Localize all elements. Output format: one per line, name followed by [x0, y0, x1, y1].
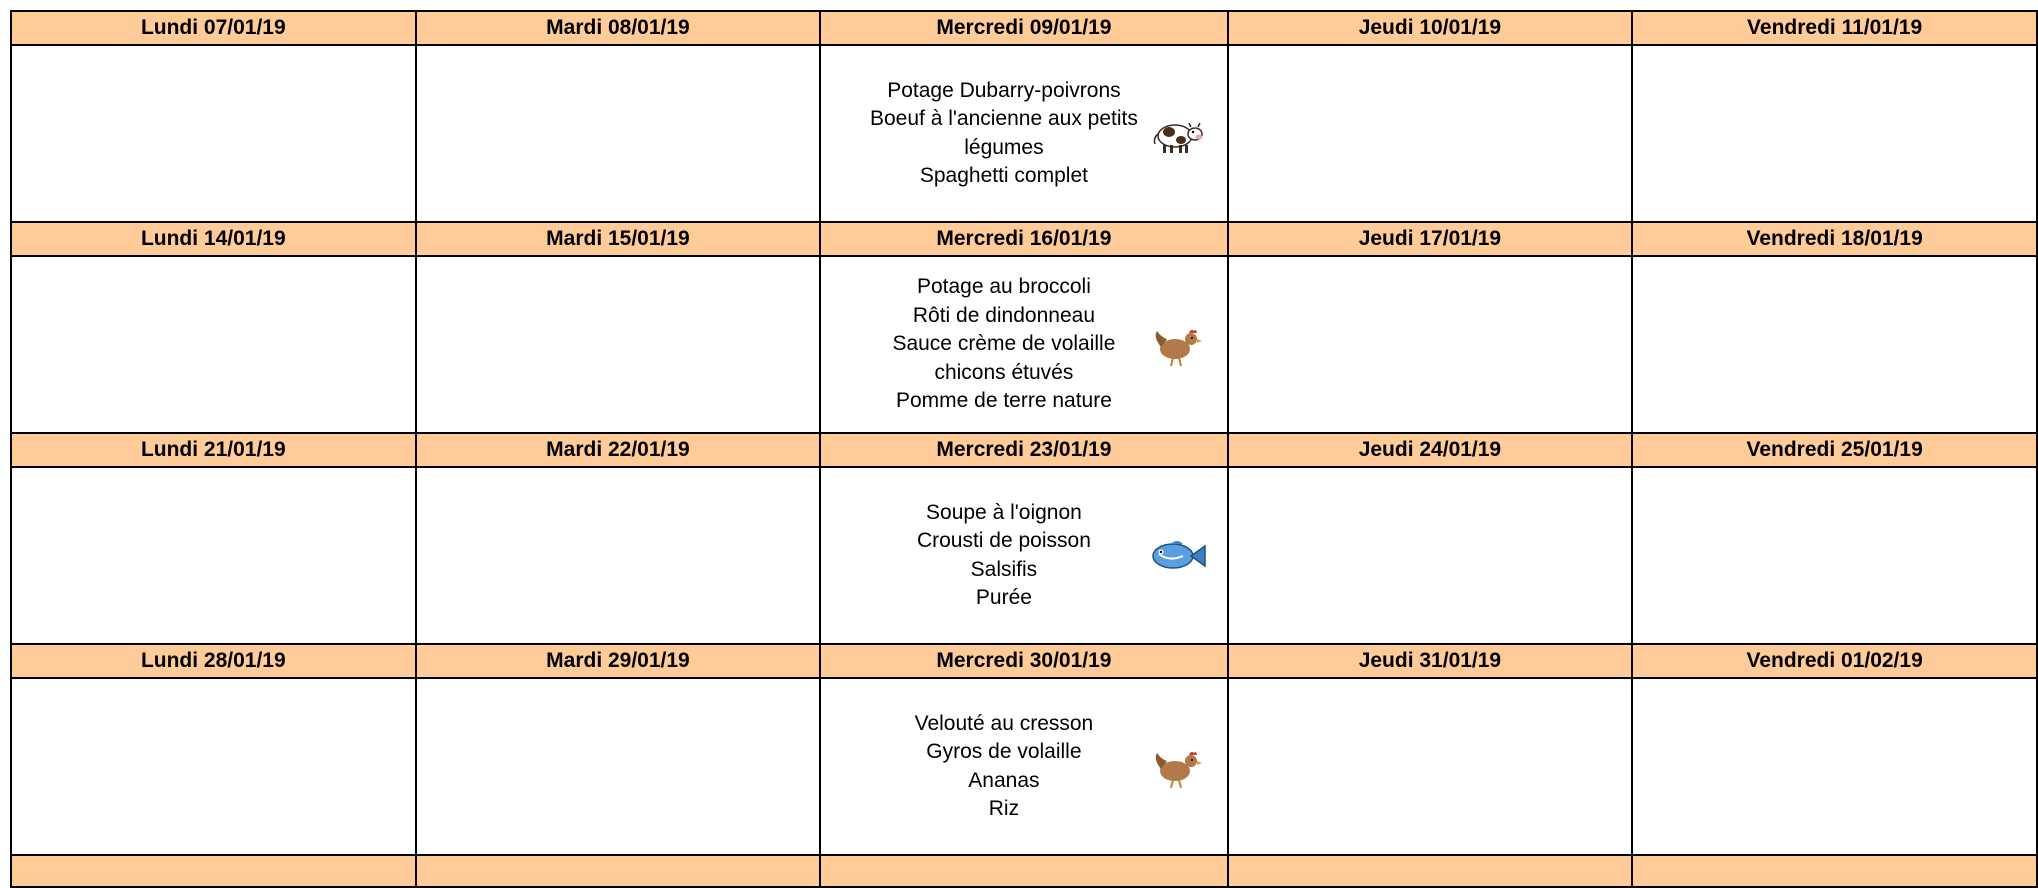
dish-list: [854, 273, 1154, 416]
day-cell-empty: [1228, 678, 1633, 855]
week-menu-row: [11, 678, 2037, 855]
day-cell-menu: [820, 467, 1227, 644]
day-header: Mardi 08/01/19: [416, 11, 821, 45]
day-cell-empty: [1228, 45, 1633, 222]
day-cell-empty: [416, 256, 821, 433]
dish: Riz: [988, 797, 1020, 820]
day-cell-menu: [820, 678, 1227, 855]
day-cell-empty: [1632, 45, 2037, 222]
day-header: Lundi 07/01/19: [11, 11, 416, 45]
dish: Pomme de terre nature: [895, 389, 1112, 413]
dish-list: [854, 77, 1154, 191]
day-header: Jeudi 10/01/19: [1228, 11, 1633, 45]
day-cell-empty: [416, 678, 821, 855]
day-header: Jeudi 24/01/19: [1228, 433, 1633, 467]
dish: Velouté au cresson: [914, 711, 1094, 735]
day-header: Vendredi 01/02/19: [1632, 644, 2037, 678]
day-cell-empty: [11, 45, 416, 222]
day-header: Jeudi 31/01/19: [1228, 644, 1633, 678]
cow-icon: [1145, 110, 1209, 158]
dish: Crousti de poisson: [916, 529, 1091, 552]
next-week-header-row: [11, 855, 2037, 887]
chicken-icon: [1145, 321, 1209, 369]
dish: Ananas: [968, 768, 1040, 792]
day-header: Mercredi 16/01/19: [820, 222, 1227, 256]
dish-list: [854, 499, 1154, 613]
dish: Potage Dubarry-poivrons: [887, 78, 1121, 102]
chicken-icon: [1145, 743, 1209, 791]
day-header: Mardi 29/01/19: [416, 644, 821, 678]
dish: Potage au broccoli: [916, 275, 1091, 299]
week-header-row: [11, 11, 2037, 45]
day-cell-empty: [1632, 256, 2037, 433]
day-header: Vendredi 18/01/19: [1632, 222, 2037, 256]
day-header-empty: [11, 855, 416, 887]
day-cell-empty: [1632, 678, 2037, 855]
day-header-empty: [416, 855, 821, 887]
day-cell-menu: [820, 45, 1227, 222]
week-menu-row: [11, 45, 2037, 222]
day-header: Mercredi 23/01/19: [820, 433, 1227, 467]
dish: Gyros de volaille: [926, 740, 1082, 763]
day-header-empty: [820, 855, 1227, 887]
week-header-row: [11, 222, 2037, 256]
day-header: Lundi 21/01/19: [11, 433, 416, 467]
day-header-empty: [1228, 855, 1633, 887]
day-header: Mercredi 09/01/19: [820, 11, 1227, 45]
dish: Rôti de dindonneau: [912, 303, 1095, 327]
day-cell-empty: [11, 467, 416, 644]
day-header: Lundi 28/01/19: [11, 644, 416, 678]
day-cell-empty: [11, 678, 416, 855]
day-header: Mardi 15/01/19: [416, 222, 821, 256]
fish-icon: [1145, 532, 1209, 580]
day-header: Vendredi 11/01/19: [1632, 11, 2037, 45]
day-header-empty: [1632, 855, 2037, 887]
day-cell-empty: [1228, 256, 1633, 433]
dish-list: [854, 710, 1154, 824]
day-header: Vendredi 25/01/19: [1632, 433, 2037, 467]
dish: Sauce crème de volaille: [892, 332, 1116, 356]
dish: Salsifis: [970, 557, 1038, 581]
week-header-row: [11, 644, 2037, 678]
day-header: Mercredi 30/01/19: [820, 644, 1227, 678]
lunch-menu-table: [10, 10, 2038, 888]
week-header-row: [11, 433, 2037, 467]
dish: Boeuf à l'ancienne aux petits légumes: [869, 107, 1138, 159]
day-header: Mardi 22/01/19: [416, 433, 821, 467]
day-cell-menu: [820, 256, 1227, 433]
day-header: Jeudi 17/01/19: [1228, 222, 1633, 256]
dish: chicons étuvés: [934, 360, 1074, 384]
dish: Soupe à l'oignon: [926, 500, 1082, 524]
dish: Spaghetti complet: [919, 164, 1088, 187]
day-cell-empty: [11, 256, 416, 433]
week-menu-row: [11, 256, 2037, 433]
day-cell-empty: [1632, 467, 2037, 644]
day-cell-empty: [416, 467, 821, 644]
day-header: Lundi 14/01/19: [11, 222, 416, 256]
dish: Purée: [975, 586, 1032, 609]
day-cell-empty: [1228, 467, 1633, 644]
week-menu-row: [11, 467, 2037, 644]
day-cell-empty: [416, 45, 821, 222]
